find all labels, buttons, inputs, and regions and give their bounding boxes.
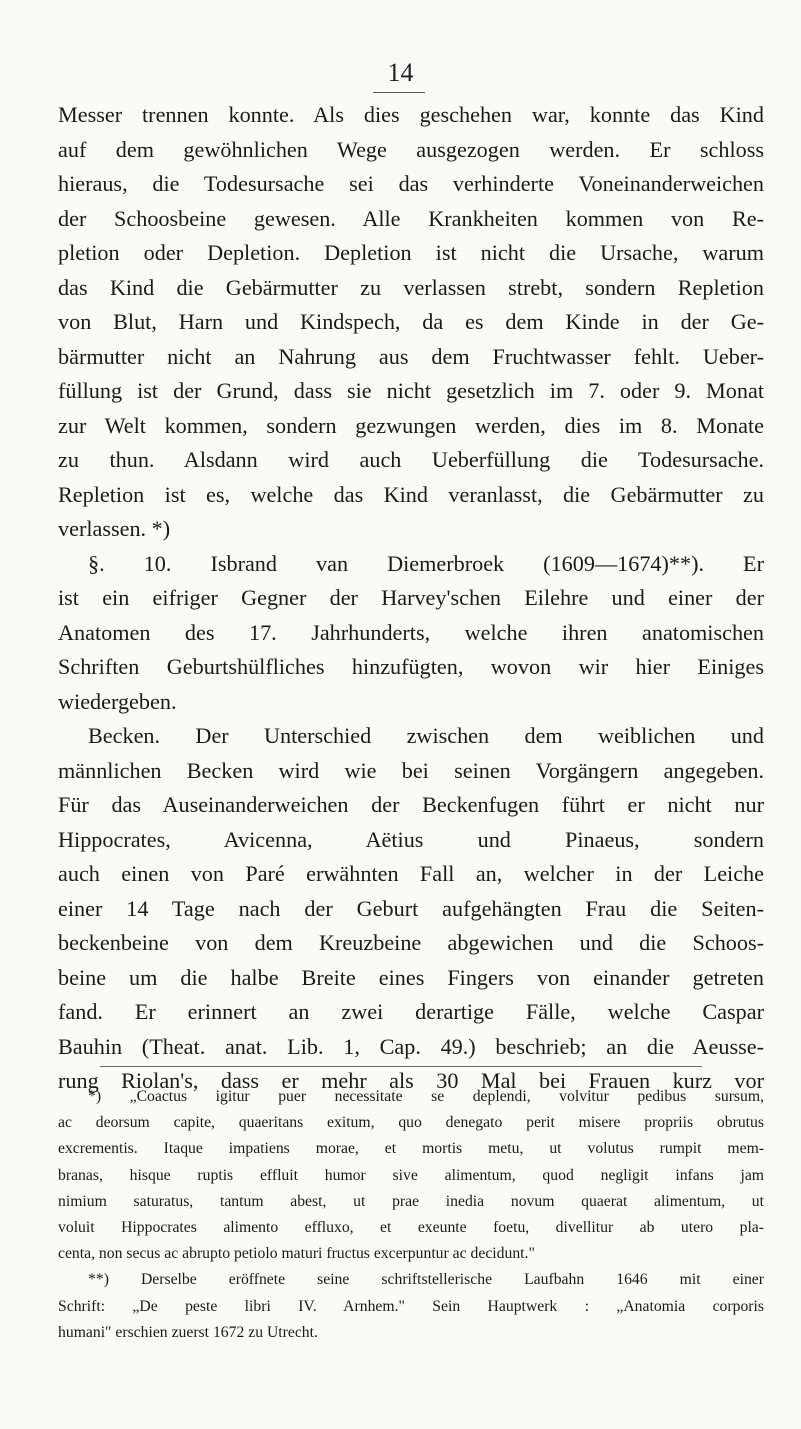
text-line: auch einen von Paré erwähnten Fall an, welcher in der Leiche — [58, 861, 764, 886]
main-text — [58, 98, 764, 1099]
text-line: der Schoosbeine gewesen. Alle Krankheiten kommen von Re- — [58, 205, 764, 231]
text-line: Becken. Der Unterschied zwischen dem weiblichen und — [88, 723, 764, 748]
text-line: rung Riolan's, dass er mehr als 30 Mal bei Frauen kurz vor — [58, 1068, 764, 1093]
footnote-line: *) „Coactus igitur puer necessitate se deplendi, volvitur pedibus sursum, — [88, 1088, 764, 1105]
text-line: das Kind die Gebärmutter zu verlassen strebt, sondern Repletion — [58, 274, 764, 300]
text-line: wiedergeben. — [58, 688, 177, 714]
text-line: füllung ist der Grund, dass sie nicht gesetzlich im 7. oder 9. Monat — [58, 378, 764, 403]
text-line: Hippocrates, Avicenna, Aëtius und Pinaeus, sondern — [58, 826, 764, 852]
text-line: Messer trennen konnte. Als dies geschehen war, konnte das Kind — [58, 102, 764, 127]
section-heading-line: §. 10. Isbrand van Diemerbroek (1609—1674)**). Er — [88, 550, 764, 576]
footnote-line: nimium saturatus, tantum abest, ut prae inedia novum quaerat alimentum, ut — [58, 1192, 764, 1210]
text-line: hieraus, die Todesursache sei das verhinderte Voneinanderweichen — [58, 171, 764, 196]
text-line: beine um die halbe Breite eines Fingers von einander getreten — [58, 964, 764, 990]
text-line: auf dem gewöhnlichen Wege ausgezogen werden. Er schloss — [58, 136, 764, 162]
text-line: zu thun. Alsdann wird auch Ueberfüllung die Todesursache. — [58, 447, 764, 472]
footnote-line: **) Derselbe eröffnete seine schriftstellerische Laufbahn 1646 mit einer — [88, 1271, 764, 1289]
page-number: 14 — [387, 58, 414, 87]
text-line: von Blut, Harn und Kindspech, da es dem Kinde in der Ge- — [58, 309, 764, 334]
text-line: Anatomen des 17. Jahrhunderts, welche ihren anatomischen — [58, 619, 764, 645]
footnote-line: Schrift: „De peste libri IV. Arnhem." Sein Hauptwerk : „Anatomia corporis — [58, 1297, 764, 1315]
text-line: Repletion ist es, welche das Kind veranlasst, die Gebärmutter zu — [58, 481, 764, 507]
footnote-divider — [100, 1066, 702, 1067]
footnotes — [58, 1084, 764, 1346]
footnote-line: branas, hisque ruptis effluit humor sive alimentum, quod negligit infans jam — [58, 1166, 764, 1184]
text-line: pletion oder Depletion. Depletion ist nicht die Ursache, warum — [58, 240, 764, 265]
text-line: Für das Auseinanderweichen der Beckenfugen führt er nicht nur — [58, 792, 764, 817]
text-line: männlichen Becken wird wie bei seinen Vorgängern angegeben. — [58, 757, 764, 783]
text-line: Bauhin (Theat. anat. Lib. 1, Cap. 49.) beschrieb; an die Aeusse- — [58, 1033, 764, 1059]
text-line: einer 14 Tage nach der Geburt aufgehängten Frau die Seiten- — [58, 895, 764, 921]
text-line: bärmutter nicht an Nahrung aus dem Fruchtwasser fehlt. Ueber- — [58, 343, 764, 369]
footnote-line: ac deorsum capite, quaeritans exitum, quo denegato perit misere propriis obrutus — [58, 1114, 764, 1132]
text-line: beckenbeine von dem Kreuzbeine abgewichen und die Schoos- — [58, 930, 764, 955]
page-number-underline — [373, 92, 425, 93]
text-line: ist ein eifriger Gegner der Harvey'schen Eilehre und einer der — [58, 585, 764, 610]
text-line: zur Welt kommen, sondern gezwungen werden, dies im 8. Monate — [58, 412, 764, 438]
text-line: verlassen. *) — [58, 516, 171, 541]
footnote-line: voluit Hippocrates alimento effluxo, et exeunte foetu, divellitur ab utero pla- — [58, 1218, 764, 1236]
text-line: fand. Er erinnert an zwei derartige Fälle, welche Caspar — [58, 999, 764, 1024]
text-line: Schriften Geburtshülfliches hinzufügten, wovon wir hier Einiges — [58, 654, 764, 679]
footnote-line: centa, non secus ac abrupto petiolo maturi fructus excerpuntur ac decidunt." — [58, 1245, 535, 1263]
footnote-line: humani" erschien zuerst 1672 zu Utrecht. — [58, 1323, 318, 1341]
footnote-line: excrementis. Itaque impatiens morae, et mortis metu, ut volutus rumpit mem- — [58, 1140, 764, 1158]
